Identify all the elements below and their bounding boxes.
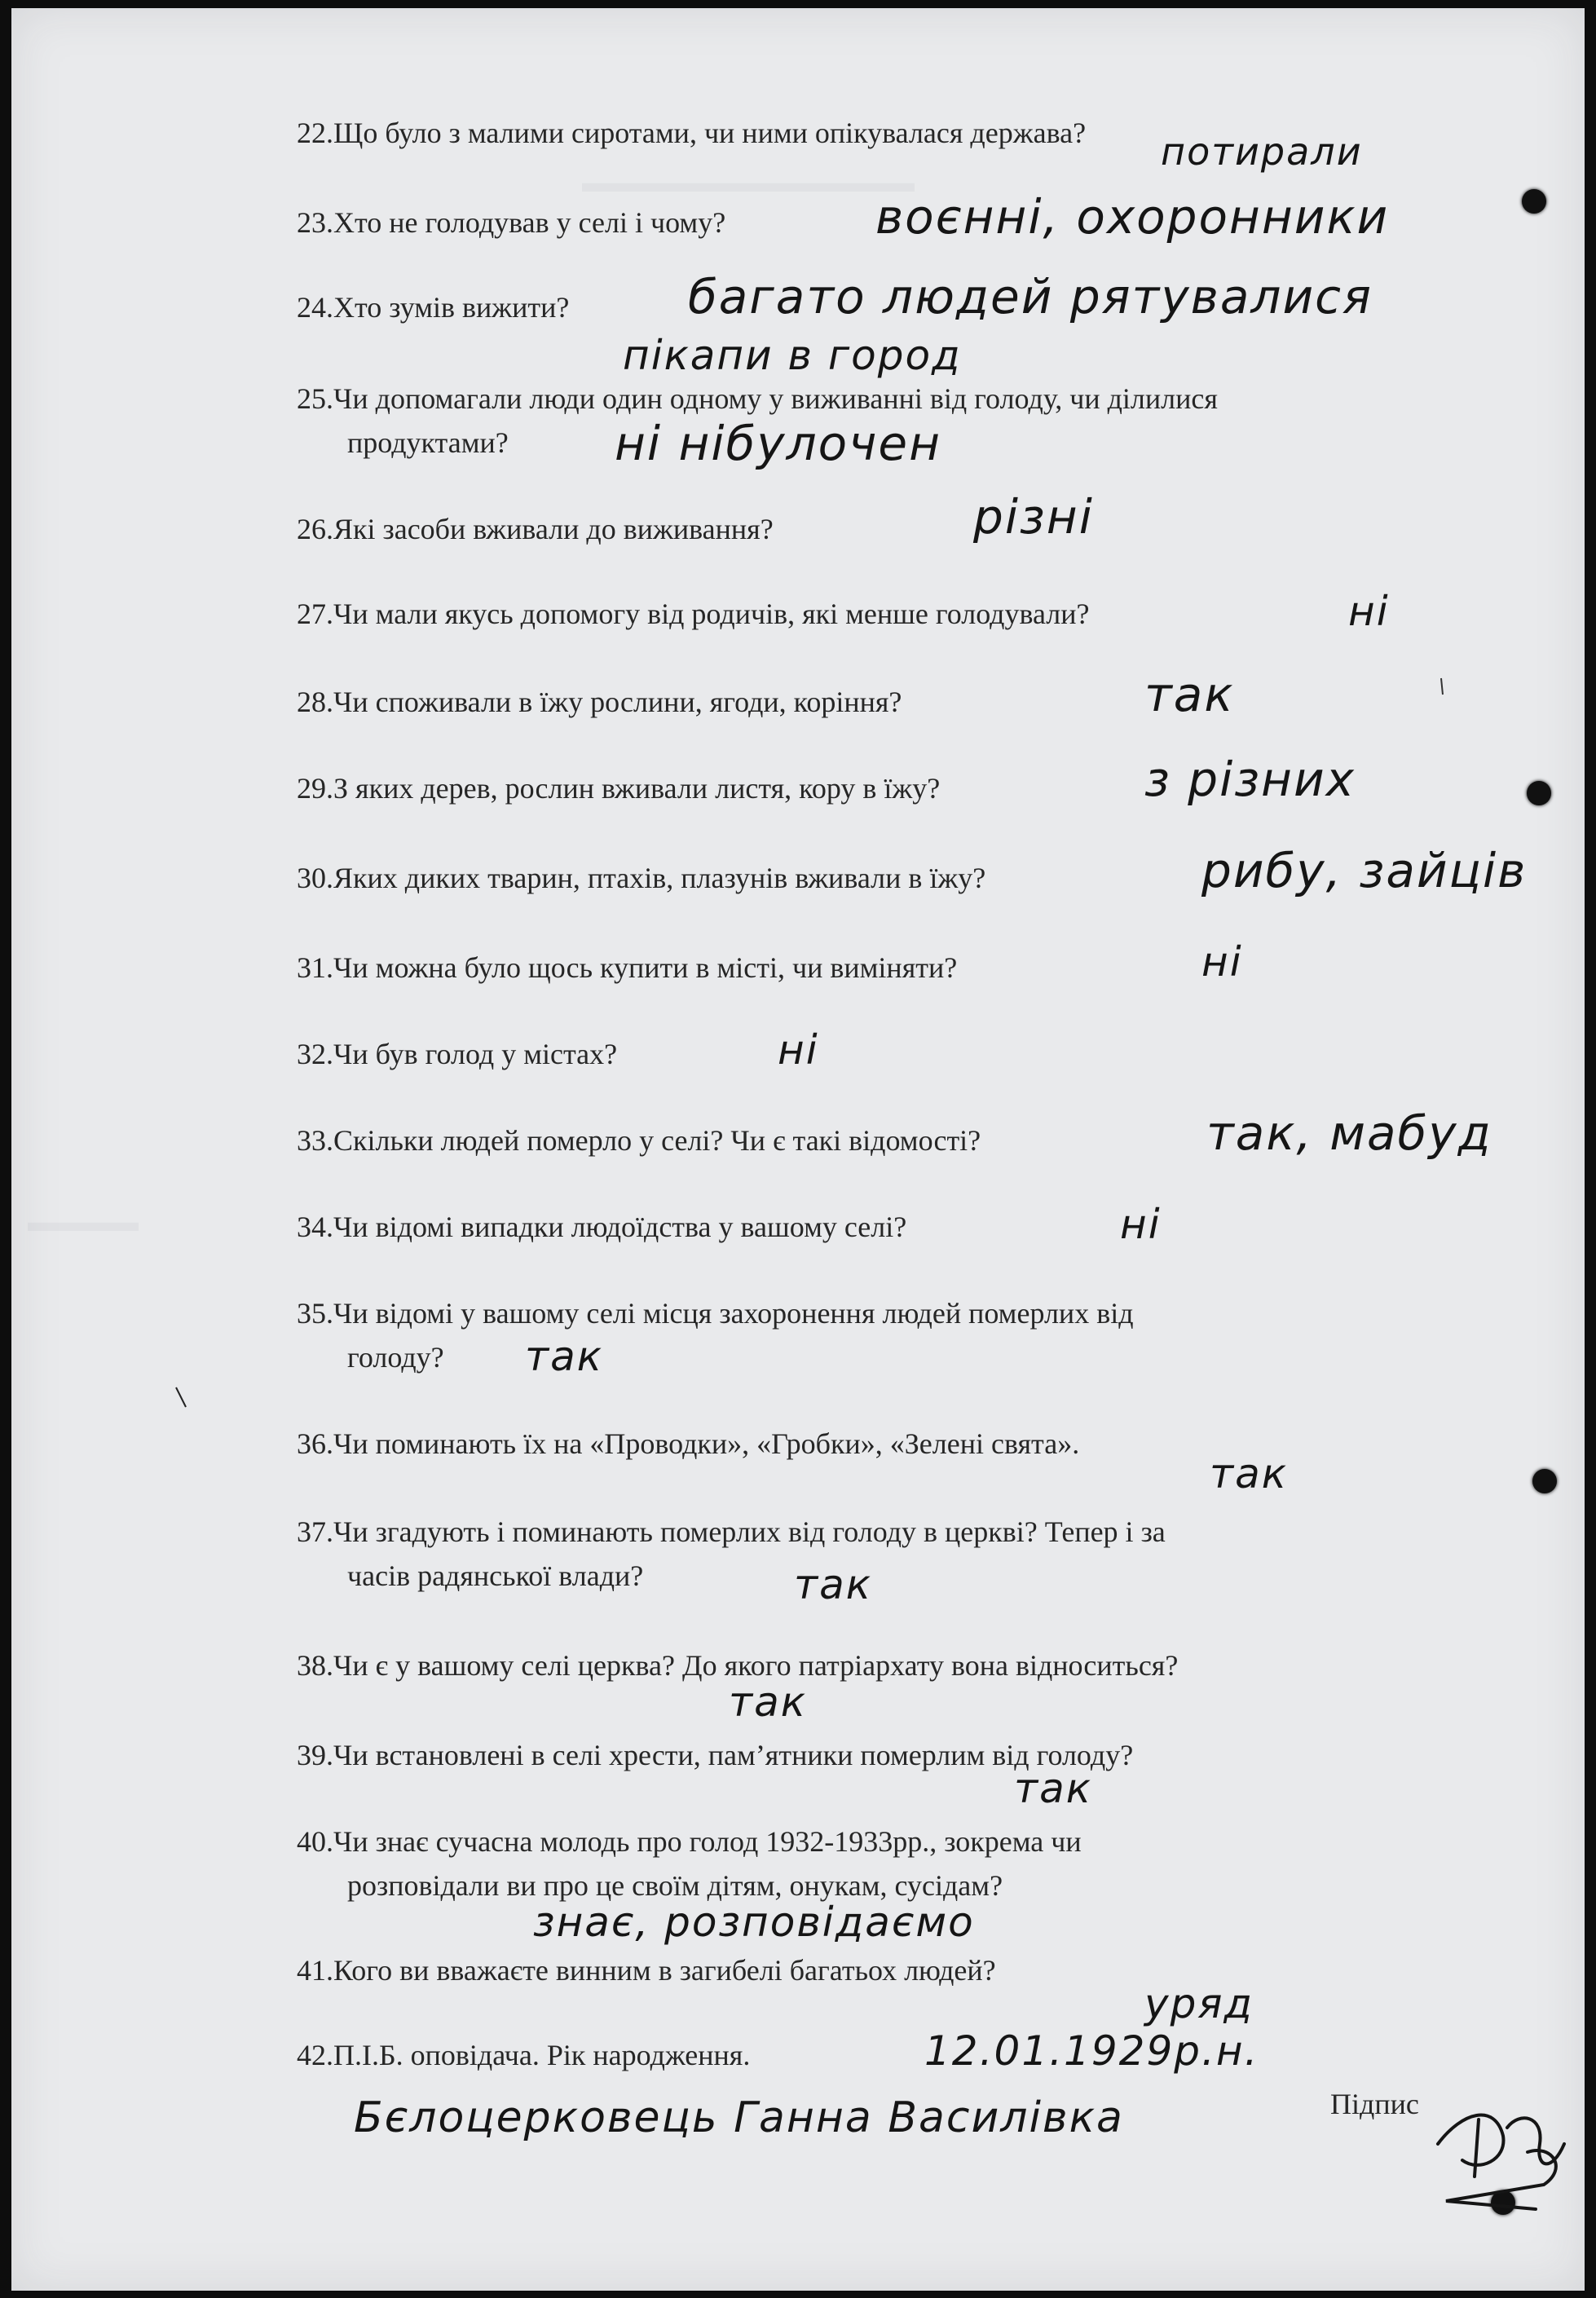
- answer-28: так: [1144, 667, 1235, 722]
- answer-34: ні: [1120, 1201, 1162, 1248]
- answer-33: так, мабуд: [1206, 1105, 1492, 1161]
- question-36: [297, 1422, 1079, 1466]
- bleed-through: ▬▬▬▬: [28, 1206, 139, 1237]
- stray-mark: [1438, 677, 1446, 696]
- question-text-continuation: часів радянської влади?: [347, 1559, 644, 1592]
- answer-23-above: потирали: [1161, 130, 1363, 174]
- question-34: [297, 1205, 906, 1249]
- question-text-continuation: розповідали ви про це своїм дітям, онукам, сусідам?: [347, 1869, 1003, 1902]
- question-text-continuation: голоду?: [347, 1341, 444, 1374]
- question-text: 33.Скільки людей померло у селі? Чи є такі відомості?: [297, 1124, 981, 1157]
- stray-mark: [174, 1386, 191, 1410]
- punch-hole: [1527, 781, 1551, 805]
- answer-37: так: [794, 1561, 872, 1608]
- question-text: 41.Кого ви вважаєте винним в загибелі багатьох людей?: [297, 1954, 996, 1987]
- question-35: [297, 1291, 1134, 1379]
- answer-41: уряд: [1144, 1980, 1254, 2027]
- answer-32: ні: [778, 1026, 819, 1074]
- question-22: [297, 111, 1086, 155]
- question-text: 39.Чи встановлені в селі хрести, пам’ятники померлим від голоду?: [297, 1739, 1134, 1771]
- question-29: [297, 766, 940, 810]
- narrator-name: Бєлоцерковець Ганна Василівка: [354, 2093, 1124, 2142]
- question-text: 32.Чи був голод у містах?: [297, 1038, 618, 1070]
- answer-36: так: [1210, 1450, 1288, 1497]
- answer-31: ні: [1201, 938, 1243, 986]
- answer-35: так: [525, 1333, 603, 1380]
- answer-27: ні: [1348, 588, 1390, 635]
- question-text: 31.Чи можна було щось купити в місті, чи виміняти?: [297, 951, 958, 984]
- answer-24-continuation: пікапи в город: [623, 332, 962, 379]
- question-41: [297, 1948, 996, 1992]
- answer-38: так: [729, 1678, 807, 1726]
- question-26: [297, 507, 774, 551]
- question-23: [297, 201, 725, 245]
- question-37: [297, 1510, 1166, 1598]
- question-text: 25.Чи допомагали люди один одному у виживанні від голоду, чи ділилися: [297, 382, 1218, 415]
- question-33: [297, 1118, 981, 1162]
- answer-23: воєнні, охоронники: [875, 189, 1390, 245]
- question-text: 34.Чи відомі випадки людоїдства у вашому селі?: [297, 1211, 907, 1243]
- question-text: 40.Чи знає сучасна молодь про голод 1932-1933рр., зокрема чи: [297, 1825, 1082, 1858]
- question-text: 35.Чи відомі у вашому селі місця захоронення людей померлих від: [297, 1297, 1134, 1330]
- question-text-continuation: продуктами?: [347, 426, 509, 459]
- document-page: [11, 8, 1585, 2291]
- answer-26: різні: [973, 489, 1094, 545]
- signature-label: Підпис: [1330, 2088, 1419, 2120]
- answer-29: з різних: [1144, 752, 1356, 807]
- signature: [1430, 2095, 1576, 2217]
- question-27: [297, 592, 1090, 636]
- answer-40: знає, розповідаємо: [533, 1899, 975, 1946]
- question-24: [297, 285, 569, 329]
- question-32: [297, 1032, 617, 1076]
- answer-24: багато людей рятувалися: [688, 269, 1373, 324]
- question-42: [297, 2033, 750, 2077]
- question-text: 22.Що було з малими сиротами, чи ними опікувалася держава?: [297, 117, 1087, 149]
- question-39: [297, 1733, 1133, 1777]
- question-text: 42.П.І.Б. оповідача. Рік народження.: [297, 2039, 751, 2071]
- question-text: 28.Чи споживали в їжу рослини, ягоди, коріння?: [297, 686, 902, 718]
- question-31: [297, 946, 957, 990]
- question-text: 23.Хто не голодував у селі і чому?: [297, 206, 726, 239]
- question-28: [297, 680, 902, 724]
- answer-39: так: [1014, 1765, 1092, 1812]
- question-text: 27.Чи мали якусь допомогу від родичів, які менше голодували?: [297, 598, 1090, 630]
- question-30: [297, 856, 985, 900]
- question-text: 26.Які засоби вживали до виживання?: [297, 513, 774, 545]
- question-text: 29.З яких дерев, рослин вживали листя, кору в їжу?: [297, 772, 941, 805]
- answer-25: ні нібулочен: [615, 416, 942, 471]
- punch-hole: [1522, 189, 1546, 214]
- question-text: 24.Хто зумів вижити?: [297, 291, 570, 324]
- question-text: 30.Яких диких тварин, птахів, плазунів вживали в їжу?: [297, 862, 986, 894]
- question-text: 36.Чи поминають їх на «Проводки», «Гробки», «Зелені свята».: [297, 1427, 1080, 1460]
- bleed-through: ▬▬▬▬▬▬▬▬▬▬▬▬: [582, 167, 915, 198]
- question-text: 38.Чи є у вашому селі церква? До якого патріархату вона відноситься?: [297, 1649, 1179, 1682]
- answer-30: рибу, зайців: [1201, 843, 1528, 898]
- punch-hole: [1532, 1469, 1557, 1493]
- question-text: 37.Чи згадують і поминають померлих від голоду в церкві? Тепер і за: [297, 1515, 1166, 1548]
- question-40: [297, 1819, 1082, 1908]
- answer-42-date: 12.01.1929р.н.: [924, 2027, 1259, 2075]
